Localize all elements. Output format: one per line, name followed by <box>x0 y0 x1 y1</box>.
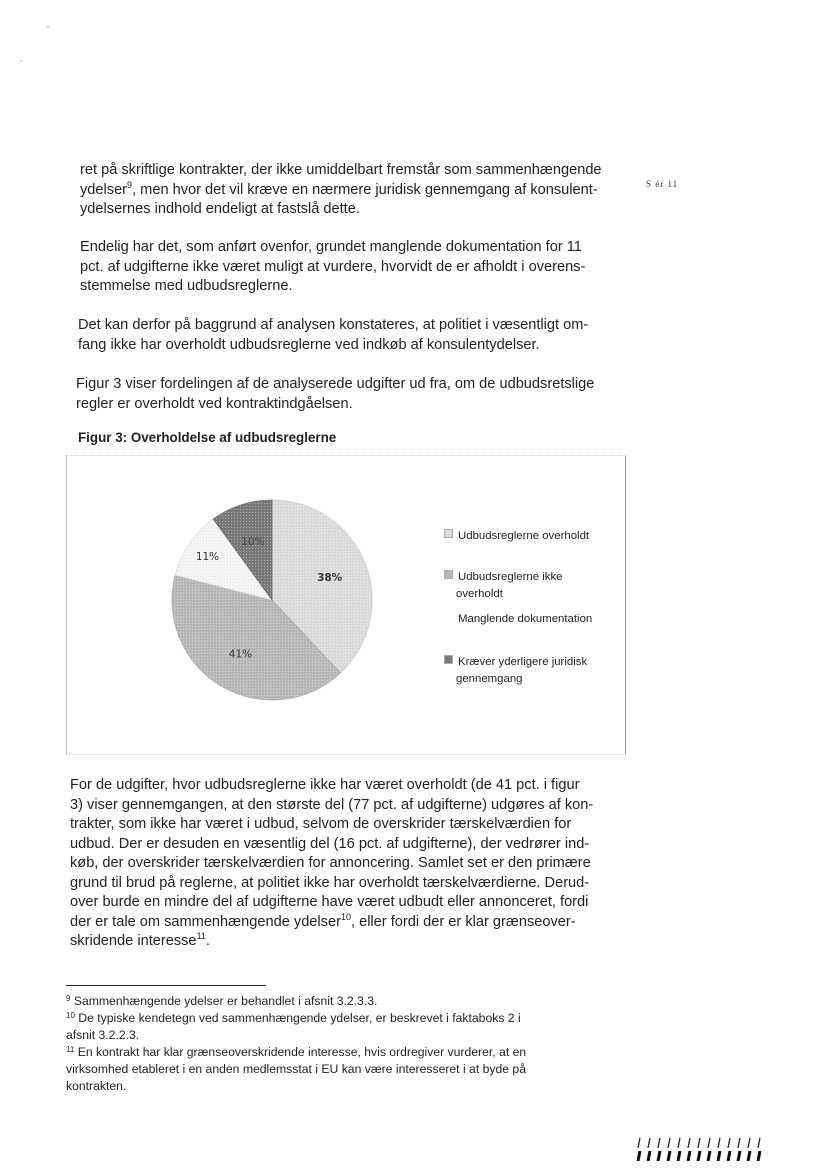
paragraph-1 <box>80 161 640 220</box>
figure-title: Figur 3: Overholdelse af udbudsreglerne <box>78 430 337 445</box>
legend-label: overholdt <box>456 588 503 600</box>
legend-swatch <box>444 529 453 538</box>
barcode-top <box>636 1138 770 1148</box>
text-line: Det kan derfor på baggrund af analysen konstateres, at politiet i væsentligt om- <box>78 317 589 333</box>
text-line: Figur 3 viser fordelingen af de analyserede udgifter ud fra, om de udbudsretslige <box>76 376 595 392</box>
legend-swatch <box>444 655 453 664</box>
text-line: ydelser$^9$, men hvor det vil kræve en nærmere juridisk gennemgang af konsulent- <box>80 179 598 198</box>
paragraph-4 <box>76 375 636 414</box>
side-note: S ér 11 <box>646 179 679 189</box>
legend-label: Manglende dokumentation <box>458 613 593 625</box>
barcode-bottom <box>636 1151 770 1161</box>
text-line: der er tale om sammenhængende ydelser$^{10}$, eller fordi der er klar grænseover- <box>70 911 576 930</box>
legend-label: Kræver yderligere juridisk <box>444 654 587 671</box>
legend-label: Udbudsreglerne overholdt <box>444 528 589 545</box>
paragraph-3 <box>78 316 638 355</box>
text-line: pct. af udgifterne ikke været muligt at vurdere, hvorvidt de er afholdt i overens- <box>80 258 586 275</box>
scan-speck <box>20 60 22 62</box>
legend-label: gennemgang <box>456 673 523 685</box>
text-line: ret på skriftlige kontrakter, der ikke umiddelbart fremstår som sammenhængende <box>80 162 602 178</box>
paragraph-2 <box>80 238 640 297</box>
legend-label: Udbudsreglerne ikke <box>444 569 562 586</box>
text-line: trakter, som ikke har været i udbud, selvom de overskrider tærskelværdien for <box>70 816 572 832</box>
footnote-ref: 9 <box>127 179 133 190</box>
footnote-10: $^{10}$ De typiske kendetegn ved sammenhængende ydelser, er beskrevet i faktaboks 2 i afsnit 3.2.2.3. <box>66 1011 521 1042</box>
text-line: stemmelse med udbudsreglerne. <box>80 278 293 294</box>
legend-item-manglende-dokumentation <box>444 611 592 628</box>
text-line: køb, der overskrider tærskelværdien for annoncering. Samlet set er den primære <box>70 855 591 871</box>
pie-chart <box>66 455 624 753</box>
pie-label-overholdt: 38% <box>317 572 343 585</box>
text-line: regler er overholdt ved kontraktindgåelsen. <box>76 395 353 412</box>
pie-label-manglende-dokumentation: 11% <box>195 551 220 564</box>
text-line: 3) viser gennemgangen, at den største del (77 pct. af udgifterne) udgøres af kon- <box>70 796 594 813</box>
text-line: udbud. Der er desuden en væsentlig del (16 pct. af udgifterne), der vedrører ind- <box>70 835 590 852</box>
legend-swatch <box>444 570 453 579</box>
text-line: fang ikke har overholdt udbudsreglerne ved indkøb af konsulentydelser. <box>78 336 540 353</box>
paragraph-5 <box>70 776 615 952</box>
legend-item-ikke-overholdt <box>444 569 562 603</box>
pie-label-kraever-gennemgang: 10% <box>241 536 265 549</box>
text-line: grund til brud på reglerne, at politiet ikke har overholdt tærskelværdierne. Derud- <box>70 874 590 891</box>
scan-speck <box>47 26 49 28</box>
pie-label-ikke-overholdt: 41% <box>228 648 253 661</box>
footnote-ref: 11 <box>196 931 206 941</box>
legend-item-overholdt <box>444 528 589 545</box>
text-line: For de udgifter, hvor udbudsreglerne ikke har været overholdt (de 41 pct. i figur <box>70 777 580 793</box>
text-line: Endelig har det, som anført ovenfor, grundet manglende dokumentation for 11 <box>80 239 582 255</box>
footnote-divider <box>66 985 266 986</box>
text-line: skridende interesse$^{11}$. <box>70 931 210 949</box>
text-line: over burde en mindre del af udgifterne have været udbudt eller annonceret, fordi <box>70 894 589 910</box>
text-line: ydelsernes indhold endeligt at fastslå dette. <box>80 201 360 217</box>
legend-item-kraever-gennemgang <box>444 654 587 688</box>
footnote-ref: 10 <box>340 911 351 922</box>
footnotes <box>66 993 614 1095</box>
footnote-11: $^{11}$ En kontrakt har klar grænseoverskridende interesse, hvis ordregiver vurderer, at en virksomhed etableret i en anden medlemsstat i EU kan være interesseret i at byde på kontrakten. <box>66 1045 527 1093</box>
footnote-9: $^9$ Sammenhængende ydelser er behandlet i afsnit 3.2.3.3. <box>66 994 378 1008</box>
